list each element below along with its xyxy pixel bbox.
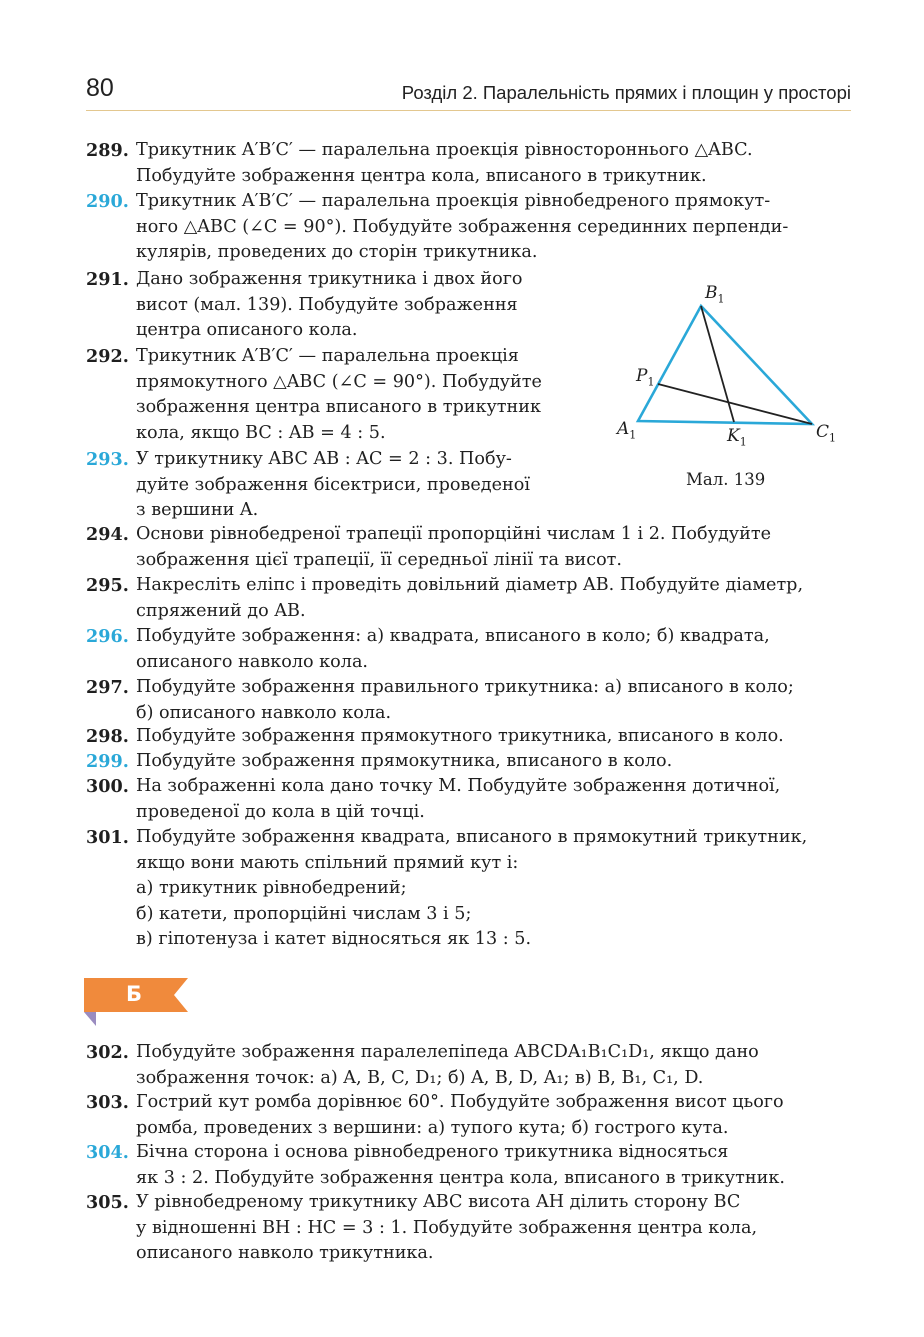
problem-293 [0,447,570,524]
problem-299 [0,749,850,775]
header-rule [86,110,851,111]
problem-290 [0,189,850,266]
problem-text-line: Побудуйте зображення паралелепіпеда ABCDA₁B₁C₁D₁, якщо дано [136,1042,759,1062]
problem-text-line: Основи рівнобедреної трапеції пропорційні числам 1 і 2. Побудуйте [136,524,772,544]
page-header [0,0,924,115]
problem-text-line: Гострий кут ромба дорівнює 60°. Побудуйте зображення висот цього [136,1092,784,1112]
problem-text-line: Побудуйте зображення центра кола, вписаного в трикутник. [136,165,707,186]
label-k1: $K_1$ [727,426,747,449]
problem-296 [0,624,850,675]
triangle-outline [638,306,812,424]
problem-298 [0,724,850,750]
problem-number: 297. [86,677,129,698]
problem-number: 291. [86,269,129,290]
problem-text-line: з вершини A. [136,500,259,520]
problem-number: 301. [86,827,129,848]
problem-subitem: б) катети, пропорційні числам 3 і 5; [136,903,472,924]
problem-text-line: висот (мал. 139). Побудуйте зображення [136,294,518,315]
figure-caption: Мал. 139 [686,470,766,489]
problem-text-line: описаного навколо трикутника. [136,1243,434,1263]
problem-text-line: ного △ABC (∠C = 90°). Побудуйте зображення серединних перпенди- [136,216,789,237]
problem-number: 302. [86,1042,129,1063]
problem-number: 292. [86,346,129,367]
tab-fold [84,1012,96,1026]
problem-text-line: Трикутник A′B′C′ — паралельна проекція [136,346,519,366]
page-number: 80 [86,74,114,102]
section-b-tab [84,978,194,1028]
problem-number: 290. [86,191,129,212]
problem-text-line: зображення центра вписаного в трикутник [136,397,541,417]
problem-number: 300. [86,776,129,797]
problem-number: 294. [86,524,129,545]
label-p1: $P_1$ [636,366,655,389]
problem-text-line: Побудуйте зображення прямокутного трикутника, вписаного в коло. [136,726,784,746]
problem-text-line: Бічна сторона і основа рівнобедреного трикутника відносяться [136,1142,729,1162]
problem-text-line: спряжений до AB. [136,600,306,621]
problem-text-line: У рівнобедреному трикутнику ABC висота AH ділить сторону BC [136,1192,741,1212]
problem-text-line: Побудуйте зображення прямокутника, вписаного в коло. [136,751,673,771]
label-c1: $C_1$ [816,422,837,445]
problem-text-line: Побудуйте зображення: а) квадрата, вписаного в коло; б) квадрата, [136,626,770,646]
problem-297 [0,675,850,726]
problem-number: 304. [86,1142,129,1163]
problem-text-line: дуйте зображення бісектриси, проведеної [136,474,530,495]
problem-text-line: У трикутнику ABC AB : AC = 2 : 3. Побу- [136,449,512,469]
problem-text-line: б) описаного навколо кола. [136,702,392,723]
problem-text-line: якщо вони мають спільний прямий кут і: [136,852,519,873]
problem-text-line: зображення цієї трапеції, її середньої лінії та висот. [136,549,622,570]
problem-text-line: кола, якщо BC : AB = 4 : 5. [136,422,386,443]
problem-text-line: у відношенні BH : HC = 3 : 1. Побудуйте зображення центра кола, [136,1217,758,1238]
section-letter: Б [126,982,143,1006]
problem-295 [0,573,850,624]
problem-text-line: прямокутного △ABC (∠C = 90°). Побудуйте [136,371,542,392]
problem-number: 298. [86,726,129,747]
label-a1: $A_1$ [617,419,637,442]
problem-text-line: Трикутник A′B′C′ — паралельна проекція рівнобедреного прямокут- [136,191,771,211]
problem-number: 295. [86,575,129,596]
problem-number: 305. [86,1192,129,1213]
problem-text-line: центра описаного кола. [136,320,358,340]
problem-292 [0,344,570,446]
problem-text-line: Побудуйте зображення правильного трикутника: а) вписаного в коло; [136,677,794,697]
problem-300 [0,774,850,825]
problem-303 [0,1090,850,1141]
problem-text-line: зображення точок: а) A, B, C, D₁; б) A, B, D, A₁; в) B, B₁, C₁, D. [136,1067,704,1088]
problem-text-line: Побудуйте зображення квадрата, вписаного в прямокутний трикутник, [136,827,808,847]
label-b1: $B_1$ [705,283,725,306]
problem-text-line: Дано зображення трикутника і двох його [136,269,523,289]
problem-305 [0,1190,850,1267]
problem-number: 299. [86,751,129,772]
problem-subitem: а) трикутник рівнобедрений; [136,878,407,898]
problem-text-line: як 3 : 2. Побудуйте зображення центра кола, вписаного в трикутник. [136,1167,785,1188]
problem-291 [0,267,570,344]
running-head: Розділ 2. Паралельність прямих і площин у просторі [401,82,851,103]
problem-text-line: описаного навколо кола. [136,651,369,672]
problem-text-line: Трикутник A′B′C′ — паралельна проекція рівностороннього △ABC. [136,140,753,160]
problem-number: 289. [86,140,129,161]
problem-text-line: проведеної до кола в цій точці. [136,801,425,822]
problem-302 [0,1040,850,1091]
figure-139 [610,275,850,505]
problem-294 [0,522,850,573]
problem-number: 303. [86,1092,129,1113]
problem-subitem: в) гіпотенуза і катет відносяться як 13 : 5. [136,929,532,949]
problem-number: 293. [86,449,129,470]
problem-text-line: Накресліть еліпс і проведіть довільний діаметр AB. Побудуйте діаметр, [136,575,804,595]
problem-301 [0,825,850,953]
altitude-c1p1 [658,384,812,424]
problem-number: 296. [86,626,129,647]
problem-text-line: На зображенні кола дано точку M. Побудуйте зображення дотичної, [136,776,781,796]
problem-304 [0,1140,850,1191]
problem-text-line: кулярів, проведених до сторін трикутника. [136,242,538,262]
problem-289 [0,138,753,189]
problem-text-line: ромба, проведених з вершини: а) тупого кута; б) гострого кута. [136,1117,729,1138]
